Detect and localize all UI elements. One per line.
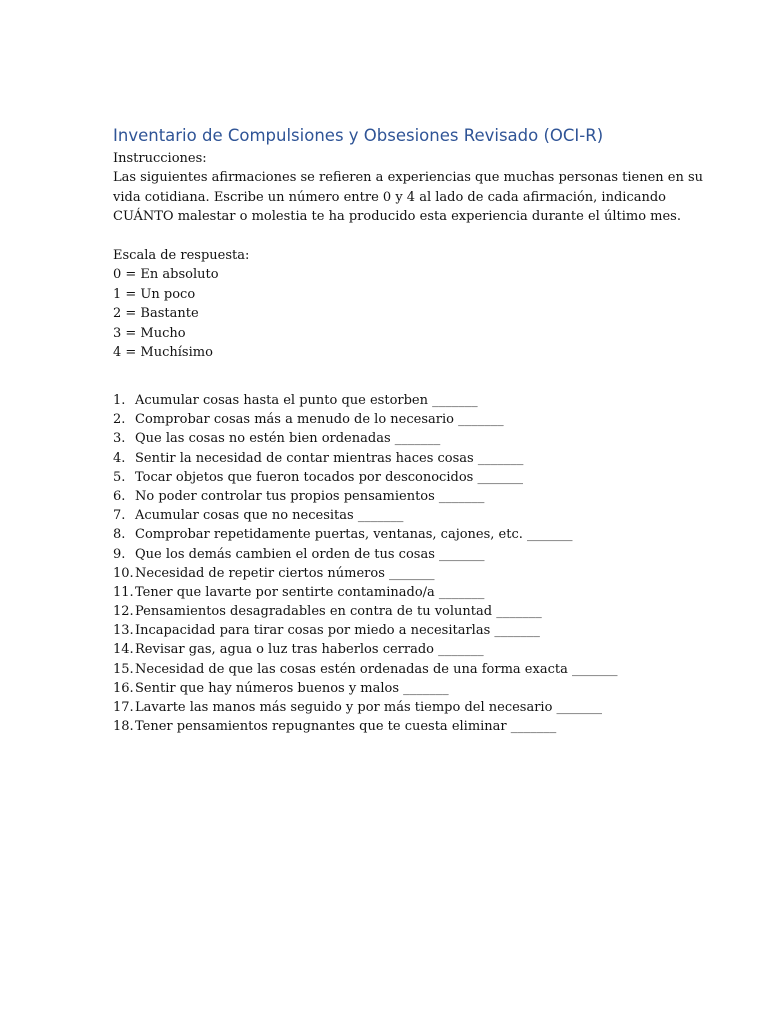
list-item xyxy=(113,410,617,429)
list-item xyxy=(113,621,617,640)
instructions-line: vida cotidiana. Escribe un número entre 0 y 4 al lado de cada afirmación, indicando xyxy=(113,189,666,205)
item-number: 9. xyxy=(113,546,126,562)
item-text: Comprobar repetidamente puertas, ventanas, cajones, etc. _______ xyxy=(135,527,573,543)
list-item xyxy=(113,487,617,506)
scale-option: 4 = Muchísimo xyxy=(113,345,213,361)
item-number: 15. xyxy=(113,661,134,677)
item-number: 13. xyxy=(113,623,134,639)
item-number: 5. xyxy=(113,469,126,485)
instructions-line: Las siguientes afirmaciones se refieren a experiencias que muchas personas tienen en su xyxy=(113,170,704,186)
item-text: No poder controlar tus propios pensamientos _______ xyxy=(135,488,485,504)
item-text: Pensamientos desagradables en contra de tu voluntad _______ xyxy=(135,604,542,620)
list-item xyxy=(113,583,617,602)
item-number: 7. xyxy=(113,508,126,524)
item-number: 6. xyxy=(113,488,126,504)
scale-option: 0 = En absoluto xyxy=(113,267,219,283)
item-text: Que las cosas no estén bien ordenadas _______ xyxy=(135,431,441,447)
item-text: Sentir que hay números buenos y malos _______ xyxy=(135,680,449,696)
item-number: 16. xyxy=(113,680,134,696)
items-list xyxy=(113,391,617,736)
item-text: Tener que lavarte por sentirte contaminado/a _______ xyxy=(135,584,485,600)
item-text: Tocar objetos que fueron tocados por desconocidos _______ xyxy=(135,469,523,485)
list-item xyxy=(113,468,617,487)
list-item xyxy=(113,506,617,525)
scale-option: 2 = Bastante xyxy=(113,306,199,322)
list-item xyxy=(113,660,617,679)
item-text: Incapacidad para tirar cosas por miedo a necesitarlas _______ xyxy=(135,623,540,639)
instructions-heading: Instrucciones: xyxy=(113,151,207,166)
list-item xyxy=(113,602,617,621)
item-text: Acumular cosas que no necesitas _______ xyxy=(135,508,404,524)
list-item xyxy=(113,679,617,698)
list-item xyxy=(113,640,617,659)
item-number: 3. xyxy=(113,431,126,447)
item-number: 12. xyxy=(113,604,134,620)
list-item xyxy=(113,564,617,583)
item-number: 11. xyxy=(113,584,134,600)
item-number: 14. xyxy=(113,642,134,658)
scale-heading: Escala de respuesta: xyxy=(113,248,250,264)
scale-option: 3 = Mucho xyxy=(113,325,186,341)
item-number: 17. xyxy=(113,700,134,715)
instructions-section xyxy=(113,149,704,362)
item-text: Necesidad de que las cosas estén ordenadas de una forma exacta _______ xyxy=(135,661,618,677)
item-text: Sentir la necesidad de contar mientras haces cosas _______ xyxy=(135,450,524,466)
list-item xyxy=(113,449,617,468)
item-number: 4. xyxy=(113,450,126,466)
document-title: Inventario de Compulsiones y Obsesiones Revisado (OCI-R) xyxy=(113,126,604,145)
item-text: Tener pensamientos repugnantes que te cuesta eliminar _______ xyxy=(135,719,557,735)
item-number: 1. xyxy=(113,393,126,408)
item-number: 8. xyxy=(113,527,126,543)
spacer xyxy=(113,227,673,246)
item-text: Que los demás cambien el orden de tus cosas _______ xyxy=(135,546,485,562)
item-text: Lavarte las manos más seguido y por más tiempo del necesario _______ xyxy=(135,700,603,715)
item-number: 2. xyxy=(113,412,126,428)
list-item xyxy=(113,391,617,410)
item-text: Comprobar cosas más a menudo de lo necesario _______ xyxy=(135,412,504,428)
list-item xyxy=(113,429,617,448)
list-item xyxy=(113,698,617,717)
instructions-line: CUÁNTO malestar o molestia te ha producido esta experiencia durante el último mes. xyxy=(113,209,681,225)
list-item xyxy=(113,525,617,544)
item-number: 10. xyxy=(113,565,134,581)
item-number: 18. xyxy=(113,719,134,735)
item-text: Acumular cosas hasta el punto que estorben _______ xyxy=(135,393,478,408)
item-text: Revisar gas, agua o luz tras haberlos cerrado _______ xyxy=(135,642,484,658)
list-item xyxy=(113,717,617,736)
scale-option: 1 = Un poco xyxy=(113,286,196,302)
item-text: Necesidad de repetir ciertos números _______ xyxy=(135,565,435,581)
list-item xyxy=(113,545,617,564)
